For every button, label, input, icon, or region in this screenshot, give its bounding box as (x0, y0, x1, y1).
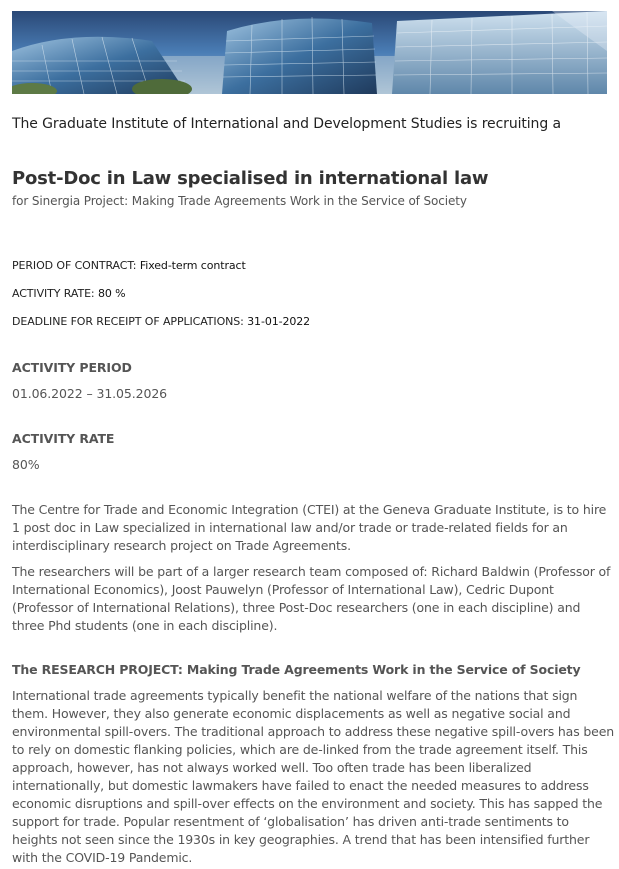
paragraph-line: internationally, but domestic lawmakers have failed to enact the needed measures to address (12, 778, 589, 793)
activity-rate-heading: ACTIVITY RATE (12, 431, 115, 446)
paragraph-line: The researchers will be part of a larger research team composed of: Richard Baldwin (Professor of (12, 564, 611, 579)
research-project-heading: The RESEARCH PROJECT: Making Trade Agreements Work in the Service of Society (12, 662, 581, 677)
header-banner-image (12, 11, 607, 94)
paragraph-line: to rely on domestic flanking policies, which are de-linked from the trade agreement itself. This (12, 742, 588, 757)
paragraph-line: heights not seen since the 1930s in key geographies. A trend that has been intensified further (12, 832, 590, 847)
job-title: Post-Doc in Law specialised in international law (12, 168, 489, 189)
team-paragraph (12, 563, 611, 635)
meta-label: ACTIVITY RATE: (12, 287, 95, 300)
paragraph-line: 1 post doc in Law specialized in international law and/or trade or trade-related fields for an (12, 520, 568, 535)
paragraph-line: approach, however, has not always worked well. Too often trade has been liberalized (12, 760, 532, 775)
meta-contract-period (12, 259, 246, 272)
paragraph-line: support for trade. Popular resentment of ‘globalisation’ has driven anti-trade sentiments to (12, 814, 569, 829)
meta-label: DEADLINE FOR RECEIPT OF APPLICATIONS: (12, 315, 244, 328)
activity-period-heading: ACTIVITY PERIOD (12, 360, 132, 375)
meta-label: PERIOD OF CONTRACT: (12, 259, 137, 272)
paragraph-line: with the COVID-19 Pandemic. (12, 850, 193, 865)
paragraph-line: three Phd students (one in each discipline). (12, 618, 278, 633)
paragraph-line: (Professor of International Relations), three Post-Doc researchers (one in each discipline) and (12, 600, 581, 615)
paragraph-line: International trade agreements typically benefit the national welfare of the nations that sign (12, 688, 578, 703)
activity-rate-value: 80% (12, 457, 40, 472)
meta-value: 31-01-2022 (247, 315, 311, 328)
intro-text: The Graduate Institute of International and Development Studies is recruiting a (12, 116, 561, 132)
research-project-paragraph (12, 687, 615, 867)
paragraph-line: them. However, they also generate economic displacements as well as negative social and (12, 706, 571, 721)
meta-value: Fixed-term contract (139, 259, 246, 272)
ctei-paragraph (12, 501, 608, 555)
meta-value: 80 % (97, 287, 126, 300)
meta-activity-rate (12, 287, 125, 300)
job-subtitle: for Sinergia Project: Making Trade Agreements Work in the Service of Society (12, 194, 467, 208)
paragraph-line: International Economics), Joost Pauwelyn (Professor of International Law), Cedric Dupont (12, 582, 554, 597)
activity-period-value: 01.06.2022 – 31.05.2026 (12, 386, 168, 401)
paragraph-line: environmental spill-overs. The traditional approach to address these negative spill-overs has been (12, 724, 615, 739)
paragraph-line: economic disruptions and spill-over effects on the environment and society. This has sapped the (12, 796, 603, 811)
meta-deadline (12, 315, 310, 328)
paragraph-line: interdisciplinary research project on Trade Agreements. (12, 538, 351, 553)
paragraph-line: The Centre for Trade and Economic Integration (CTEI) at the Geneva Graduate Institute, is to hire (12, 502, 607, 517)
